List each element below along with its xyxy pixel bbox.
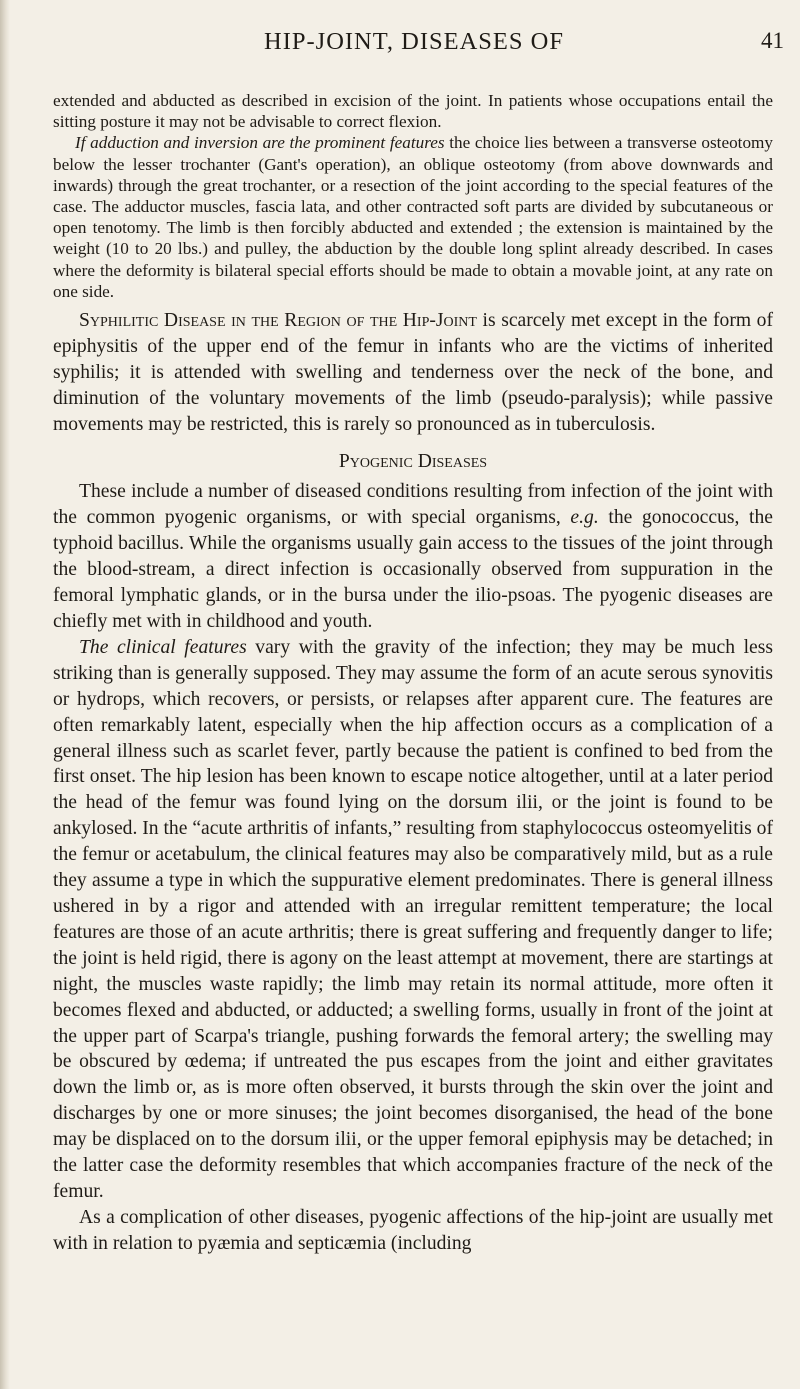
- run-in-heading: The clinical features: [79, 636, 247, 658]
- paragraph-complication: As a complication of other diseases, pyogenic affections of the hip-joint are usually met with in relation to pyæmia and septicæmia (including: [53, 1206, 773, 1254]
- paragraph-clinical-features: [53, 635, 773, 1205]
- paragraph-text: the gonococcus, the typhoid bacillus. While the organisms usually gain access to the tissues of the joint through the blood-stream, a direct infection is occasionally observed from suppuration in the femoral lymphatic glands, or in the bursa under the ilio-psoas. The pyogenic diseases are chiefly met with in childhood and youth.: [53, 507, 773, 632]
- page-body: [53, 90, 773, 1257]
- section-heading: Pyogenic Diseases: [338, 450, 488, 472]
- running-header: [44, 28, 784, 68]
- paragraph-adduction: [53, 132, 773, 302]
- paragraph-text: the choice lies between a transverse osteotomy below the lesser trochanter (Gant's operation), an oblique osteotomy (from above downwards and inwards) through the great trochanter, or a resection of the joint according to the special features of the case. The adductor muscles, fascia lata, and other contracted soft parts are divided by subcutaneous or open tenotomy. The limb is then forcibly abducted and extended ; the extension is maintained by the weight (10 to 20 lbs.) and pulley, the abduction by the double long splint already described. In cases where the deformity is bilateral special efforts should be made to obtain a movable joint, at any rate on one side.: [53, 133, 773, 301]
- paragraph-text: These include a number of diseased conditions resulting from infection of the joint with the common pyogenic organisms, or with special organisms,: [53, 481, 773, 529]
- paragraph-pyogenic-intro: [53, 479, 773, 634]
- page-title: HIP-JOINT, DISEASES OF: [264, 28, 564, 55]
- page-number: 41: [761, 28, 784, 53]
- paragraph-text: is scarcely met except in the form of epiphysitis of the upper end of the femur in infants who are the victims of inherited syphilis; it is attended with swelling and tenderness over the neck of the bone, and diminution of the voluntary movements of the limb (pseudo-paralysis); while passive movements may be restricted, this is rarely so pronounced as in tuberculosis.: [53, 310, 773, 435]
- paragraph-text: vary with the gravity of the infection; they may be much less striking than is generally supposed. They may assume the form of an acute serous synovitis or hydrops, which recovers, or persists, or relapses after apparent cure. The features are often remarkably latent, especially when the hip affection occurs as a complication of a general illness such as scarlet fever, partly because the patient is confined to bed from the first onset. The hip lesion has been known to escape notice altogether, until at a later period the head of the femur was found lying on the dorsum ilii, or the joint is found to be ankylosed. In the “acute arthritis of infants,” resulting from staphylococcus osteomyelitis of the femur or acetabulum, the clinical features may also be comparatively mild, but as a rule they assume a type in which the suppurative element predominates. There is general illness ushered in by a rigor and attended with an irregular remittent temperature; the local features are those of an acute arthritis; there is great suffering and frequently danger to life; the joint is held rigid, there is agony on the least attempt at movement, there are startings at night, the muscles waste rapidly; the limb may retain its normal attitude, more often it becomes flexed and abducted, or adducted; a swelling forms, usually in front of the joint at the upper part of Scarpa's triangle, pushing forwards the femoral artery; the swelling may be obscured by œdema; if untreated the pus escapes from the joint and either gravitates down the limb or, as is more often observed, it bursts through the skin over the joint and discharges by one or more sinuses; the joint becomes disorganised, the head of the bone may be displaced on to the dorsum ilii, or the upper femoral epiphysis may be detached; in the latter case the deformity resembles that which accompanies fracture of the neck of the femur.: [53, 636, 773, 1202]
- paragraph-flexion: extended and abducted as described in excision of the joint. In patients whose occupations entail the sitting posture it may not be advisable to correct flexion.: [53, 91, 773, 132]
- main-text-section: [53, 308, 773, 1257]
- small-print-section: [53, 90, 773, 302]
- paragraph-syphilitic: [53, 308, 773, 438]
- run-in-heading: Syphilitic Disease in the Region of the Hip-Joint: [79, 310, 477, 332]
- abbreviation: e.g.: [570, 507, 599, 529]
- page-spine-shadow: [0, 0, 10, 1389]
- run-in-heading: If adduction and inversion are the prominent features: [75, 133, 445, 153]
